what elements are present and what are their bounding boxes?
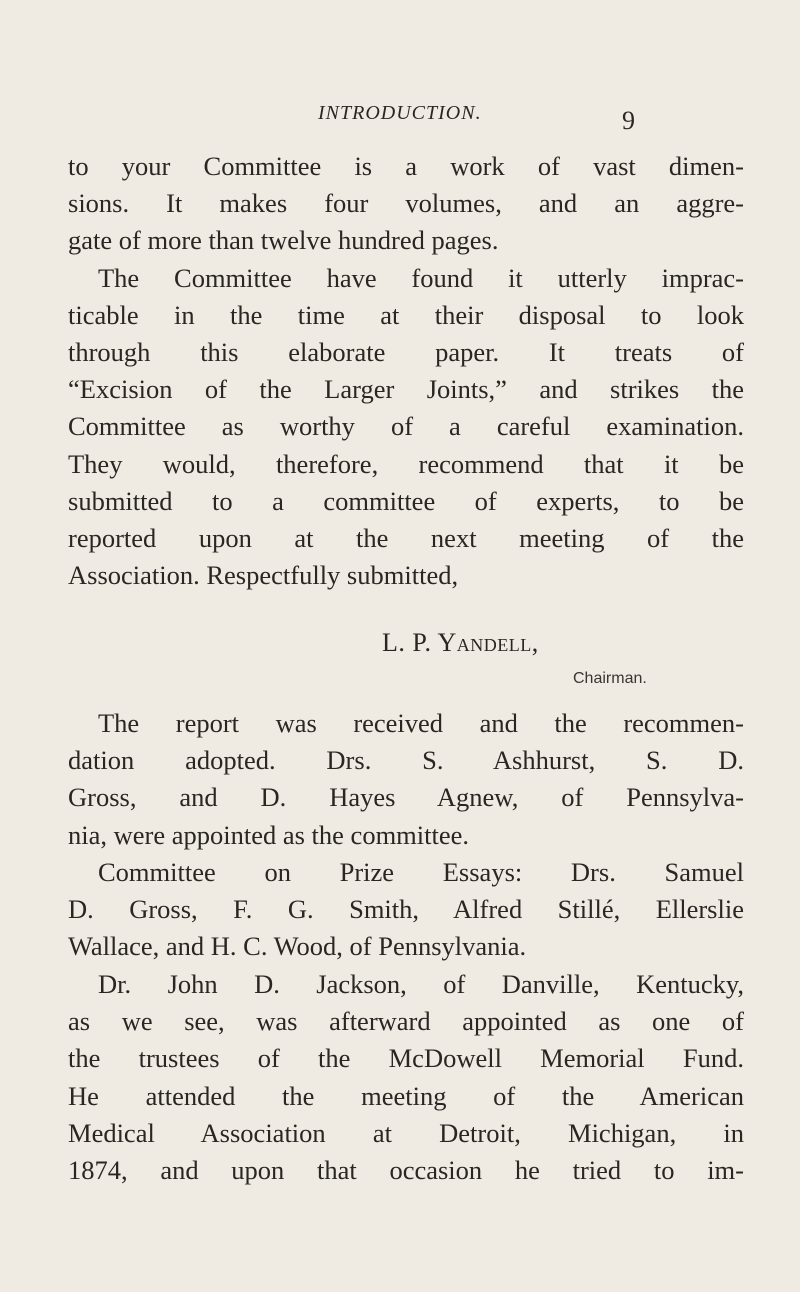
- text-line: gate of more than twelve hundred pages.: [68, 225, 499, 256]
- text-line: D. Gross, F. G. Smith, Alfred Stillé, Ellerslie: [68, 894, 744, 925]
- signature-title: Chairman.: [573, 670, 647, 687]
- text-line: Dr. John D. Jackson, of Danville, Kentucky,: [98, 969, 744, 999]
- text-line: “Excision of the Larger Joints,” and strikes the: [68, 374, 744, 405]
- text-line: as we see, was afterward appointed as one of: [68, 1006, 744, 1037]
- text-line: through this elaborate paper. It treats of: [68, 337, 744, 368]
- paragraph-prize-essays: [68, 854, 744, 966]
- paragraph-report-received: [68, 705, 744, 854]
- text-line: to your Committee is a work of vast dimen-: [68, 151, 744, 181]
- text-line: dation adopted. Drs. S. Ashhurst, S. D.: [68, 745, 744, 776]
- text-line: reported upon at the next meeting of the: [68, 523, 744, 554]
- text-line: ticable in the time at their disposal to look: [68, 299, 744, 330]
- text-line: Gross, and D. Hayes Agnew, of Pennsylva-: [68, 782, 744, 813]
- text-line: submitted to a committee of experts, to be: [68, 485, 744, 516]
- text-line: Association. Respectfully submitted,: [68, 560, 459, 591]
- running-head: INTRODUCTION.: [318, 102, 482, 124]
- text-line: the trustees of the McDowell Memorial Fund.: [68, 1043, 744, 1074]
- text-line: He attended the meeting of the American: [68, 1080, 744, 1111]
- text-line: Wallace, and H. C. Wood, of Pennsylvania.: [68, 931, 527, 962]
- text-line: Medical Association at Detroit, Michigan, in: [68, 1117, 744, 1148]
- paragraph-john-jackson: [68, 966, 744, 1189]
- text-line: nia, were appointed as the committee.: [68, 819, 470, 850]
- text-line: 1874, and upon that occasion he tried to im-: [68, 1155, 744, 1186]
- page-number: 9: [622, 106, 635, 135]
- paragraph-committee-report: [68, 148, 744, 594]
- text-line: They would, therefore, recommend that it be: [68, 448, 744, 479]
- signature-name: L. P. Yandell,: [382, 628, 539, 657]
- text-line: sions. It makes four volumes, and an aggre-: [68, 188, 744, 219]
- text-line: The report was received and the recommen-: [98, 708, 744, 738]
- text-line: Committee as worthy of a careful examination.: [68, 411, 744, 442]
- text-line: The Committee have found it utterly imprac-: [98, 262, 744, 293]
- text-line: Committee on Prize Essays: Drs. Samuel: [98, 857, 744, 887]
